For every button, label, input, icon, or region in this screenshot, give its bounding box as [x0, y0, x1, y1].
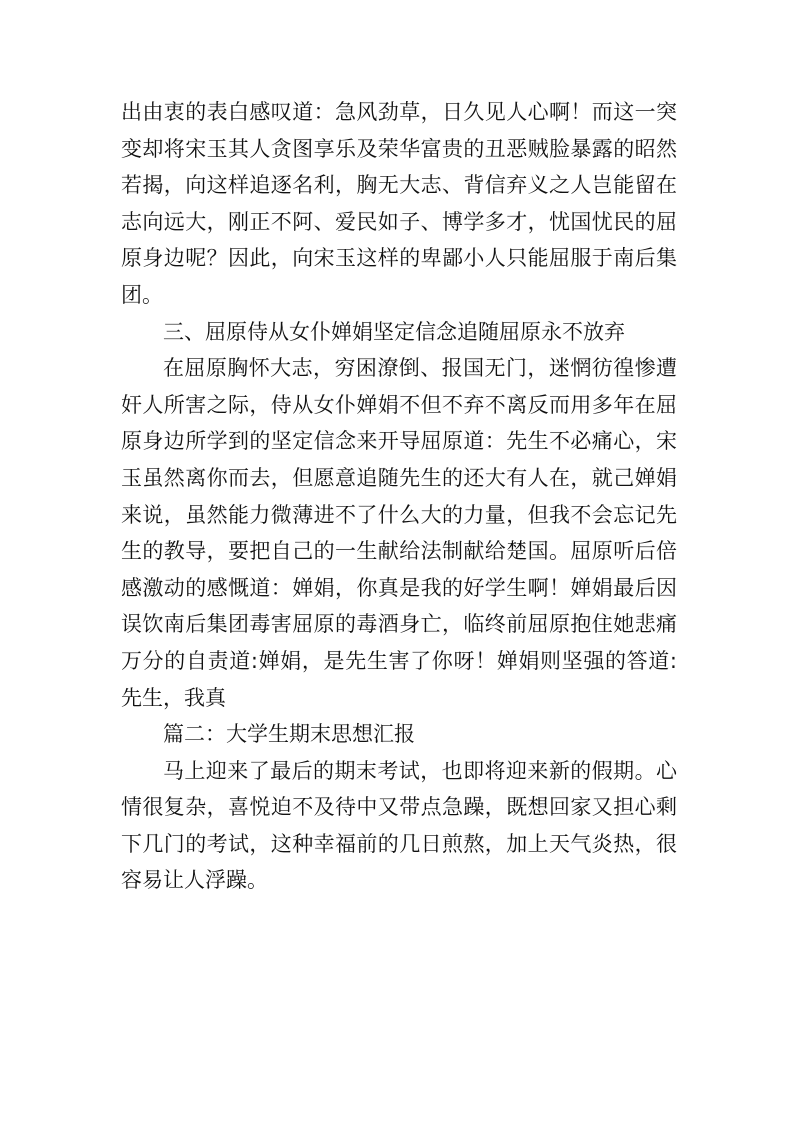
- section-heading: 三、屈原侍从女仆婵娟坚定信念追随屈原永不放弃: [163, 319, 625, 344]
- section-heading: 篇二：大学生期末思想汇报: [163, 722, 415, 747]
- paragraph: 出由衷的表白感叹道：急风劲草，日久见人心啊！而这一突变却将宋玉其人贪图享乐及荣华富贵的丑恶贼脸暴露的昭然若揭，向这样追逐名利，胸无大志、背信弃义之人岂能留在志向远大，刚正不阿、爱民如子、博学多才，忧国忧民的屈原身边呢？因此，向宋玉这样的卑鄙小人只能屈服于南后集团。: [121, 100, 677, 307]
- document-body: [121, 94, 677, 899]
- paragraph: 在屈原胸怀大志，穷困潦倒、报国无门，迷惘彷徨惨遭奸人所害之际，侍从女仆婵娟不但不弃不离反而用多年在屈原身边所学到的坚定信念来开导屈原道：先生不必痛心，宋玉虽然离你而去，但愿意追随先生的还大有人在，就己婵娟来说，虽然能力微薄进不了什么大的力量，但我不会忘记先生的教导，要把自己的一生献给法制献给楚国。屈原听后倍感激动的感慨道：婵娟，你真是我的好学生啊！婵娟最后因误饮南后集团毒害屈原的毒酒身亡，临终前屈原抱住她悲痛万分的自责道:婵娟，是先生害了你呀！婵娟则坚强的答道:先生，我真: [121, 356, 677, 710]
- paragraph: 马上迎来了最后的期末考试，也即将迎来新的假期。心情很复杂，喜悦迫不及待中又带点急躁，既想回家又担心剩下几门的考试，这种幸福前的几日煎熬，加上天气炎热，很容易让人浮躁。: [121, 758, 677, 893]
